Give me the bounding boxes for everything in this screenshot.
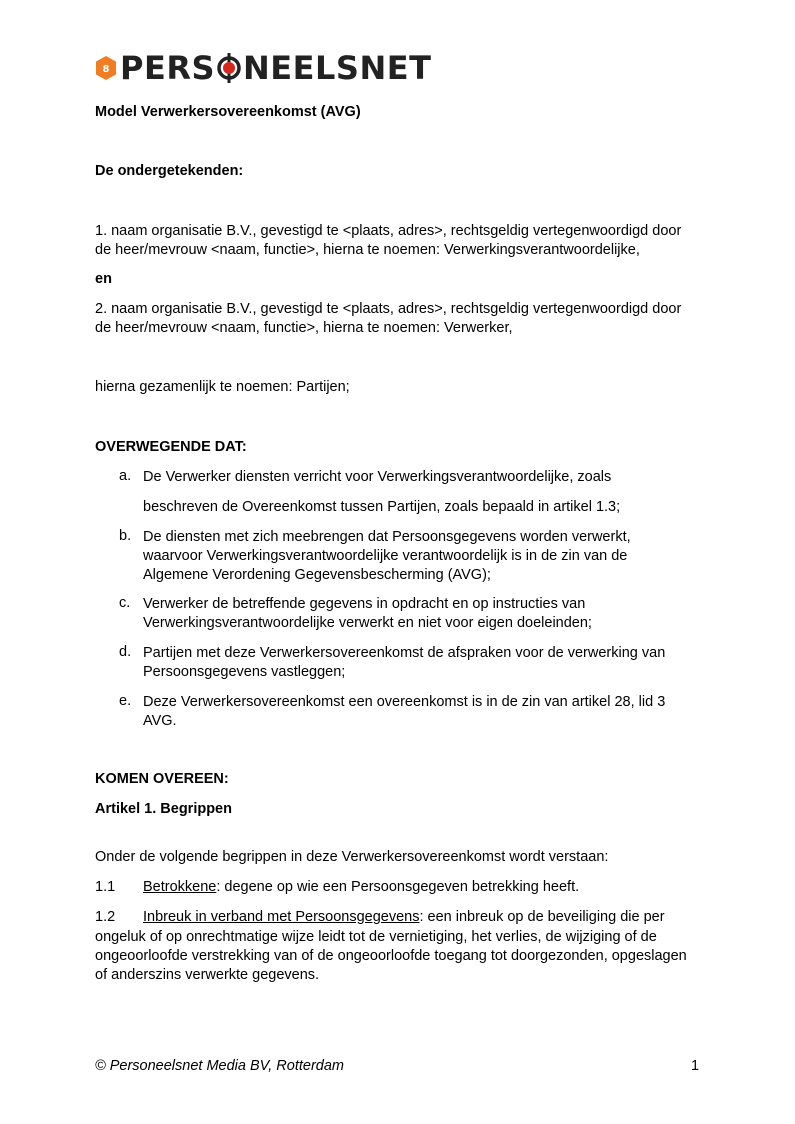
list-marker: d. [119, 644, 132, 660]
list-item-line: Verwerkingsverantwoordelijke verwerkt en niet voor eigen doeleinden; [143, 615, 592, 631]
target-o-icon [216, 53, 242, 83]
definition-number: 1.1 [95, 879, 116, 895]
definition-line: ongeluk of op onrechtmatige wijze leidt tot de vernietiging, het verlies, de wijziging of de [95, 929, 657, 945]
hexagon-badge-icon [95, 55, 117, 81]
list-marker: e. [119, 693, 132, 709]
logo-text-part1: PERS [120, 49, 215, 87]
list-item-line: Algemene Verordening Gegevensbescherming (AVG); [143, 567, 491, 583]
definition-line: ongeoorloofde verstrekking van of de ongeoorloofde toegang tot doorgezonden, opgeslagen [95, 948, 687, 964]
svg-text:8: 8 [102, 64, 110, 75]
document-title: Model Verwerkersovereenkomst (AVG) [95, 104, 361, 120]
jointly-text: hierna gezamenlijk te noemen: Partijen; [95, 379, 350, 395]
definition-term: Inbreuk in verband met Persoonsgegevens [143, 909, 420, 925]
list-marker: c. [119, 595, 131, 611]
and-word: en [95, 271, 112, 287]
definition-text: : een inbreuk op de beveiliging die per [419, 909, 665, 925]
party2-line2: de heer/mevrouw <naam, functie>, hierna te noemen: Verwerker, [95, 320, 513, 336]
list-item-line: De Verwerker diensten verricht voor Verwerkingsverantwoordelijke, zoals [143, 469, 612, 485]
party1-line2: de heer/mevrouw <naam, functie>, hierna te noemen: Verwerkingsverantwoordelijke, [95, 242, 640, 258]
list-item-line: Verwerker de betreffende gegevens in opdracht en op instructies van [143, 596, 586, 612]
list-item-line: Persoonsgegevens vastleggen; [143, 664, 346, 680]
list-item-line: waarvoor Verwerkingsverantwoordelijke verantwoordelijk is in de zin van de [143, 548, 628, 564]
definition-number: 1.2 [95, 909, 116, 925]
definition-text: : degene op wie een Persoonsgegeven betrekking heeft. [216, 879, 580, 895]
page-number: 1 [691, 1058, 700, 1074]
personeelsnet-logo [95, 50, 431, 86]
list-item-line: De diensten met zich meebrengen dat Persoonsgegevens worden verwerkt, [143, 529, 631, 545]
logo-text-part2: NEELSNET [243, 49, 432, 87]
whereas-heading: OVERWEGENDE DAT: [95, 439, 247, 455]
list-item-line: AVG. [143, 713, 177, 729]
list-item-line: beschreven de Overeenkomst tussen Partijen, zoals bepaald in artikel 1.3; [143, 499, 621, 515]
agree-heading: KOMEN OVEREEN: [95, 771, 229, 787]
article1-intro: Onder de volgende begrippen in deze Verwerkersovereenkomst wordt verstaan: [95, 849, 609, 865]
definition-line: of anderszins verwerkte gegevens. [95, 967, 320, 983]
footer-copyright: © Personeelsnet Media BV, Rotterdam [95, 1058, 344, 1074]
list-item-line: Deze Verwerkersovereenkomst een overeenkomst is in de zin van artikel 28, lid 3 [143, 694, 666, 710]
parties-heading: De ondergetekenden: [95, 163, 244, 179]
list-marker: b. [119, 528, 132, 544]
article1-heading: Artikel 1. Begrippen [95, 801, 232, 817]
list-marker: a. [119, 468, 132, 484]
definition-term: Betrokkene [143, 879, 217, 895]
party2-line1: 2. naam organisatie B.V., gevestigd te <plaats, adres>, rechtsgeldig vertegenwoordigd door [95, 301, 682, 317]
list-item-line: Partijen met deze Verwerkersovereenkomst de afspraken voor de verwerking van [143, 645, 666, 661]
party1-line1: 1. naam organisatie B.V., gevestigd te <plaats, adres>, rechtsgeldig vertegenwoordigd door [95, 223, 682, 239]
